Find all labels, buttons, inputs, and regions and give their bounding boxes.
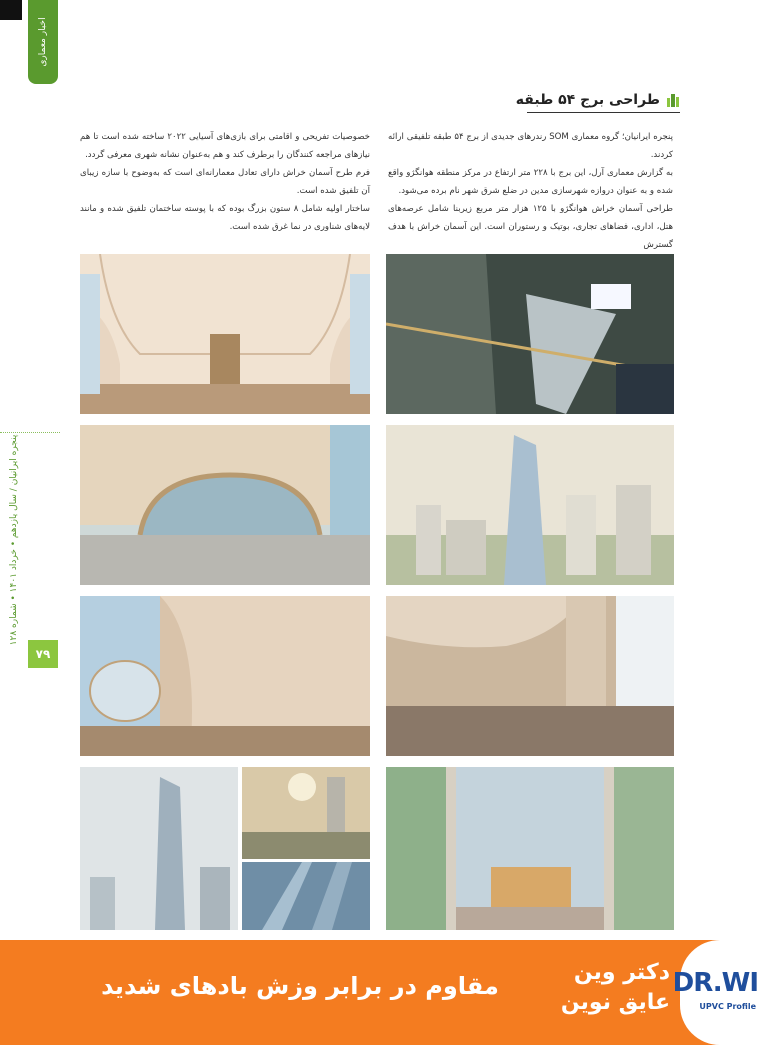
- paragraph: فرم طرح آسمان خراش دارای تعادل معمارانه‌ای است که به‌وضوح با سازه زیبای آن تلفیق شده است.: [80, 168, 370, 196]
- photo-lobby-arch: [80, 254, 370, 414]
- photo-lobby-interior: [80, 596, 370, 756]
- article-title: طراحی برج ۵۴ طبقه: [515, 92, 660, 108]
- building-icon: [666, 93, 680, 107]
- paragraph: ساختار اولیه شامل ۸ ستون بزرگ بوده که با پوسته ساختمان تلفیق شده و مانند لایه‌های شناوری در نما غرق شده است.: [80, 204, 370, 232]
- paragraph: طراحی آسمان خراش هوانگژو با ۱۲۵ هزار متر مربع زیربنا شامل عرصه‌های هتل، اداری، فضاهای تجاری، بوتیک و رستوران است. این آسمان خراش با هدف گسترش: [388, 204, 673, 250]
- text-column-right: [388, 128, 673, 254]
- brand-logo: DR.WI: [672, 968, 758, 998]
- photo-tower-entrance: [386, 767, 674, 930]
- photo-skyline: [386, 425, 674, 585]
- sidebar-divider: [0, 432, 60, 433]
- section-label: اخبار معماری: [38, 17, 48, 67]
- brand-name-line: عایق نوین: [560, 990, 670, 1015]
- photo-city-haze: [242, 767, 370, 859]
- section-tab: [28, 0, 58, 84]
- paragraph: به گزارش معماری آرل، این برج با ۲۲۸ متر ارتفاع در مرکز منطقه هوانگژو واقع شده و به عنوان دروازه شهرسازی مدین در ضلع شرق شهر نام برده می‌شود.: [388, 168, 674, 196]
- brand-name-line: دکتر وین: [573, 960, 670, 985]
- page-number: ۷۹: [28, 640, 58, 668]
- text-column-left: [80, 128, 370, 236]
- paragraph: پنجره ایرانیان؛ گروه معماری SOM رندرهای جدیدی از برج ۵۴ طبقه تلفیقی ارائه کردند.: [388, 132, 673, 160]
- issue-line: پنجره ایرانیان / سال یازدهم • خرداد ۱۴۰۱ • شماره ۱۲۸: [9, 434, 19, 646]
- brand-logo-subtitle: UPVC Profile: [699, 1002, 756, 1011]
- title-underline: [527, 112, 680, 113]
- photo-atrium-floor: [386, 596, 674, 756]
- photo-tower-twist: [80, 767, 238, 930]
- photo-facade-detail: [242, 862, 370, 930]
- corner-block: [0, 0, 22, 20]
- slogan: مقاوم در برابر وزش بادهای شدید: [101, 972, 499, 1000]
- brand-name: [520, 958, 670, 1018]
- issue-info: [4, 434, 24, 646]
- article-header: [516, 92, 680, 108]
- photo-aerial-night: [386, 254, 674, 414]
- paragraph: خصوصیات تفریحی و اقامتی برای بازی‌های آسیایی ۲۰۲۲ ساخته شده است تا هم نیازهای مراجعه کنندگان را برطرف کند و هم به‌عنوان نشانه شهری معرفی گردد.: [80, 132, 370, 160]
- photo-entrance-canopy: [80, 425, 370, 585]
